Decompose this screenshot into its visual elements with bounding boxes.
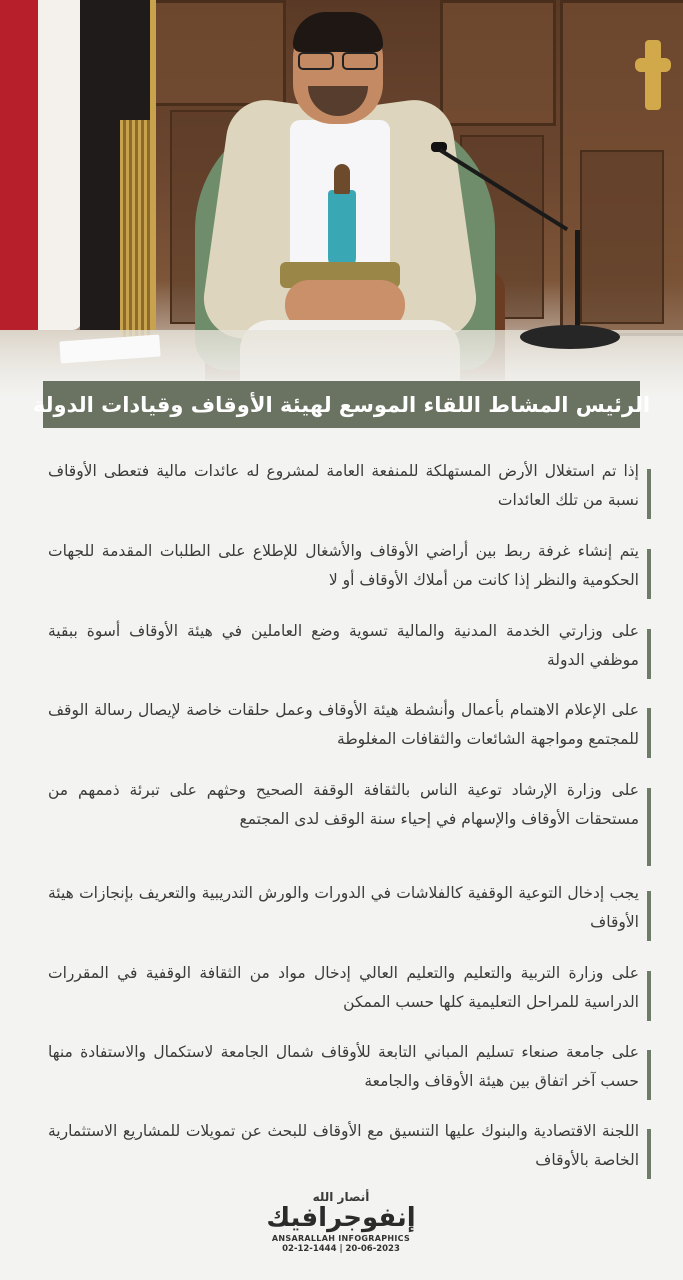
list-item [48,696,639,754]
list-item-text: على جامعة صنعاء تسليم المباني التابعة للأوقاف شمال الجامعة لاستكمال والاستفادة منها حسب آخر اتفاق بين هيئة الأوقاف والجامعة [48,1043,639,1090]
person-hair [293,12,383,52]
list-item-text: يجب إدخال التوعية الوقفية كالفلاشات في الدورات والورش التدريبية والتعريف بإنجازات هيئة الأوقاف [48,884,639,931]
list-item [48,617,639,675]
bullet-bar [647,549,651,599]
janbiya-dagger [328,190,356,270]
bullet-bar [647,469,651,519]
header-photo [0,0,683,400]
bullet-bar [647,1129,651,1179]
list-item [48,537,639,595]
list-item-text: يتم إنشاء غرفة ربط بين أراضي الأوقاف والأشغال للإطلاع على الطلبات المقدمة للجهات الحكومية والنظر إذا كانت من أملاك الأوقاف أو لا [48,542,639,589]
bullet-bar [647,708,651,758]
bullet-bar [647,1050,651,1100]
microphone-stem [575,230,580,330]
bullet-bar [647,788,651,866]
list-item [48,1117,639,1175]
list-item-text: على الإعلام الاهتمام بأعمال وأنشطة هيئة الأوقاف وعمل حلقات خاصة لإيصال رسالة الوقف للمجتمع ومواجهة الشائعات والثقافات المغلوطة [48,701,639,748]
glasses [296,52,380,68]
bullet-bar [647,891,651,941]
logo-brand: أنصار الله [312,1190,370,1204]
list-item-text: على وزارة التربية والتعليم والتعليم العالي إدخال مواد من الثقافة الوقفية في المقررات الدراسية للمراحل التعليمية كلها حسب الممكن [48,964,639,1011]
page-title: الرئيس المشاط اللقاء الموسع لهيئة الأوقاف وقيادات الدولة [32,392,651,417]
list-item-text: اللجنة الاقتصادية والبنوك عليها التنسيق مع الأوقاف للبحث عن تمويلات للمشاريع الاستثمارية الخاصة بالأوقاف [48,1122,639,1169]
logo-english: ANSARALLAH INFOGRAPHICS [271,1234,411,1243]
logo-date: 02-12-1444 | 20-06-2023 [282,1244,400,1254]
list-item [48,457,639,515]
footer-logo [241,1190,441,1254]
flag [0,0,120,330]
bullet-bar [647,971,651,1021]
title-bar [32,381,651,428]
logo-title: إنفوجرافيك [266,1203,416,1233]
list-item [48,1038,639,1096]
flag-fringe [120,120,150,340]
wood-panel [580,150,664,324]
list-item [48,959,639,1017]
wood-panel [440,0,556,126]
list-item-text: على وزارة الإرشاد توعية الناس بالثقافة الوقفة الصحيح وحثهم على تبرئة ذممهم من مستحقات الأوقاف والإسهام في إحياء سنة الوقف لدى المجتمع [48,781,639,828]
microphone-base [520,325,620,349]
wood-panel [150,0,286,106]
list-item-text: على وزارتي الخدمة المدنية والمالية تسوية وضع العاملين في هيئة الأوقاف أسوة ببقية موظفي الدولة [48,622,639,669]
door-handle [645,40,661,110]
list-item [48,776,639,834]
list-item-text: إذا تم استغلال الأرض المستهلكة للمنفعة العامة لمشروع له عائدات مالية فتعطى الأوقاف نسبة من تلك العائدات [48,462,639,509]
bullet-bar [647,629,651,679]
list-item [48,879,639,937]
